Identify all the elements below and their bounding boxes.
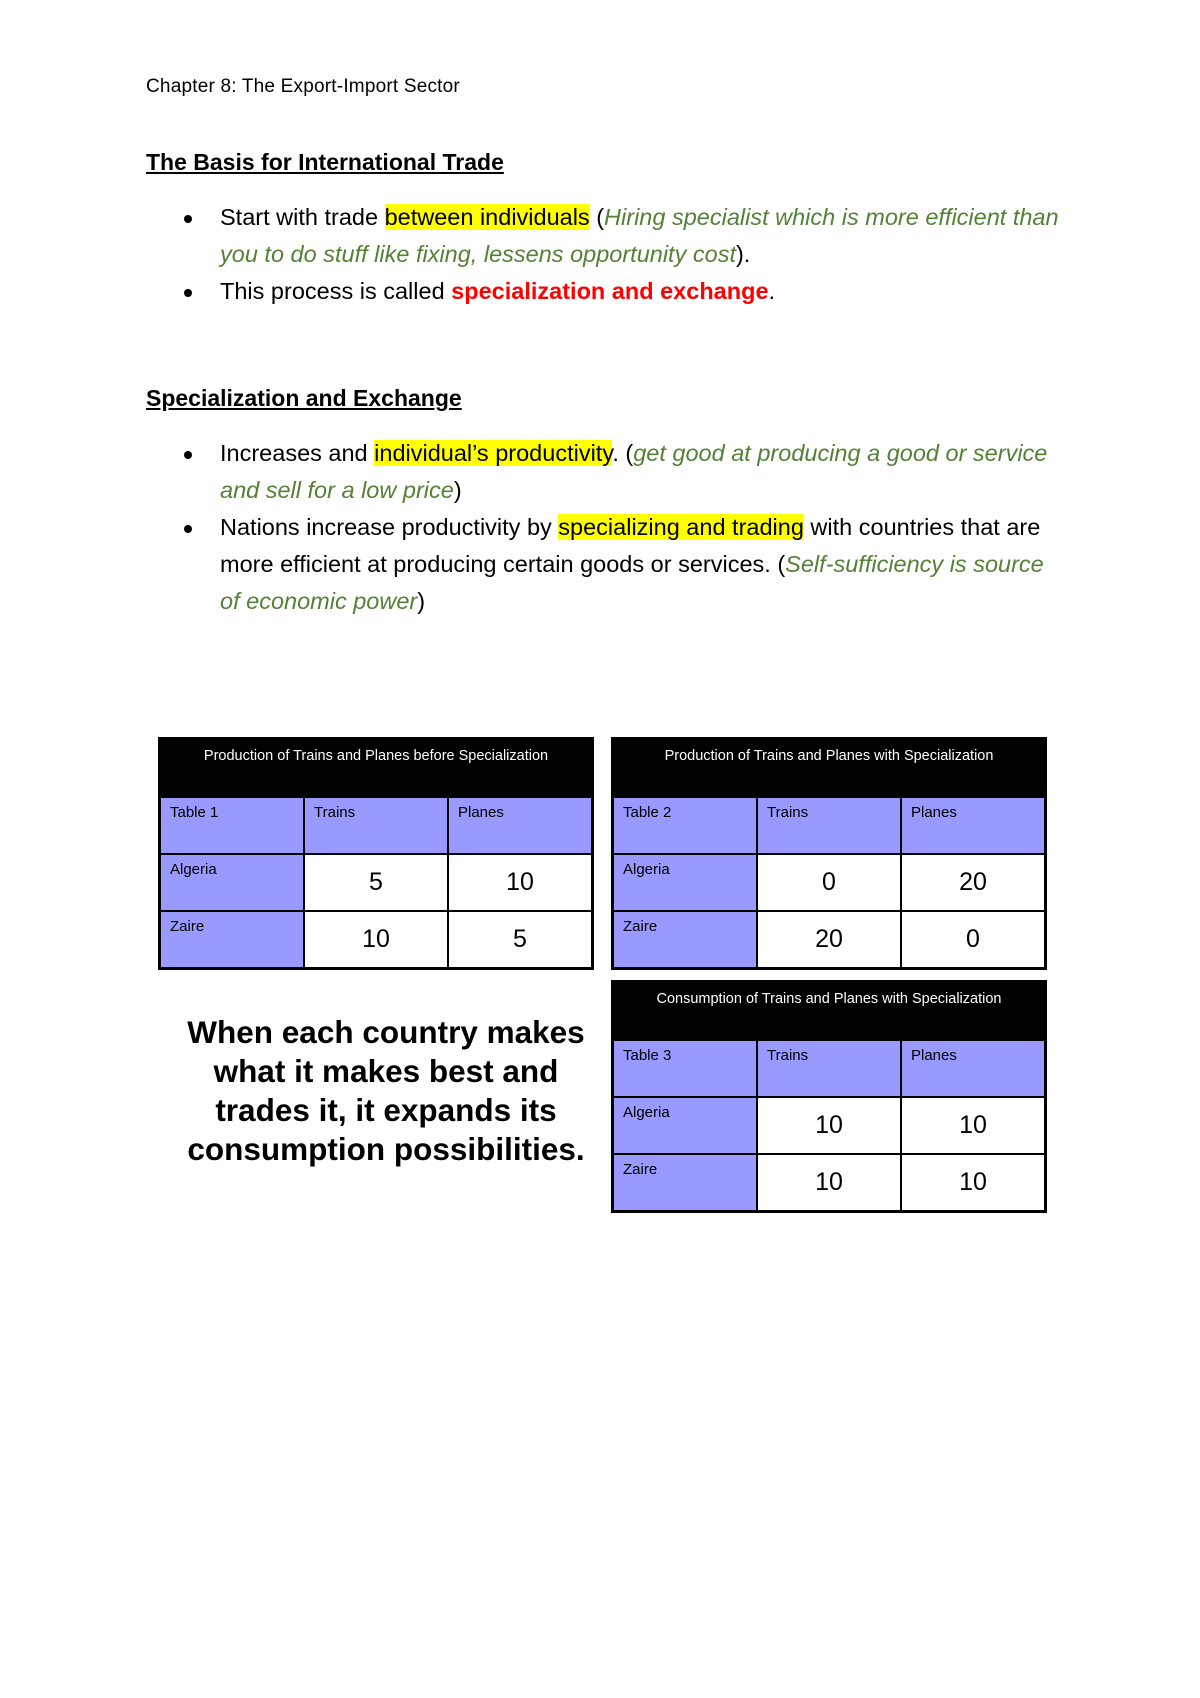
bullet-text: Start with trade (220, 204, 385, 230)
highlighted-text: specializing and trading (558, 514, 804, 540)
table-header-cell: Trains (304, 797, 448, 854)
annotation-note: get good at producing a good or service and sell for a low price (220, 440, 1048, 503)
table-title: Production of Trains and Planes before Specialization (203, 748, 549, 764)
emphasis-text: specialization and exchange (451, 278, 769, 304)
table-header-cell: Table 1 (160, 797, 304, 854)
bullet-item (146, 273, 1066, 310)
table-title: Consumption of Trains and Planes with Specialization (656, 991, 1002, 1007)
table-grid (160, 797, 592, 968)
bullet-text: . (768, 278, 776, 304)
row-label-cell: Zaire (613, 911, 757, 968)
bullet-item (146, 199, 1066, 273)
bullet-icon (184, 525, 192, 533)
value-cell: 0 (757, 854, 901, 911)
value-cell: 20 (901, 854, 1045, 911)
callout-text: When each country makes what it makes best and trades it, it expands its consumption possibilities. (187, 1014, 585, 1167)
bullet-icon (184, 289, 192, 297)
bullet-text: . ( (612, 440, 634, 466)
table-header-cell: Planes (901, 1040, 1045, 1097)
value-cell: 10 (901, 1154, 1045, 1211)
value-cell: 5 (448, 911, 592, 968)
value-cell: 10 (757, 1097, 901, 1154)
section-heading-basis: The Basis for International Trade (146, 149, 504, 175)
table-header-cell: Planes (901, 797, 1045, 854)
bullet-text: ) (453, 477, 462, 503)
bullet-list-specialization (146, 435, 1066, 620)
table-header-cell: Trains (757, 1040, 901, 1097)
annotation-note: Self-sufficiency is source of economic power (220, 551, 1044, 614)
row-label-cell: Algeria (160, 854, 304, 911)
bullet-text: Nations increase productivity by (220, 514, 559, 540)
bullet-list-basis (146, 199, 1066, 310)
table-header-cell: Trains (757, 797, 901, 854)
bullet-item (146, 509, 1066, 620)
table-header-cell: Planes (448, 797, 592, 854)
table-grid (613, 797, 1045, 968)
row-label-cell: Zaire (613, 1154, 757, 1211)
value-cell: 10 (304, 911, 448, 968)
page-header: Chapter 8: The Export-Import Sector (146, 76, 460, 97)
bullet-text: This process is called (220, 278, 452, 304)
bullet-text: ). (735, 241, 751, 267)
table-title: Production of Trains and Planes with Specialization (664, 748, 994, 764)
bullet-text: with countries that are more efficient at producing certain goods or services. ( (220, 514, 1041, 577)
row-label-cell: Zaire (160, 911, 304, 968)
bullet-text: Increases and (220, 440, 375, 466)
value-cell: 10 (448, 854, 592, 911)
table-production-with (611, 737, 1047, 970)
table-header-cell: Table 3 (613, 1040, 757, 1097)
bullet-item (146, 435, 1066, 509)
table-production-before (158, 737, 594, 970)
table-grid (613, 1040, 1045, 1211)
value-cell: 20 (757, 911, 901, 968)
value-cell: 5 (304, 854, 448, 911)
section-heading-specialization: Specialization and Exchange (146, 385, 462, 411)
value-cell: 0 (901, 911, 1045, 968)
value-cell: 10 (901, 1097, 1045, 1154)
highlighted-text: between individuals (384, 204, 590, 230)
bullet-icon (184, 451, 192, 459)
table-consumption-with (611, 980, 1047, 1213)
value-cell: 10 (757, 1154, 901, 1211)
highlighted-text: individual’s productivity (374, 440, 613, 466)
bullet-icon (184, 215, 192, 223)
row-label-cell: Algeria (613, 1097, 757, 1154)
bullet-text: ( (589, 204, 605, 230)
table-header-cell: Table 2 (613, 797, 757, 854)
annotation-note: Hiring specialist which is more efficient than you to do stuff like fixing, lessens opportunity cost (220, 204, 1059, 267)
row-label-cell: Algeria (613, 854, 757, 911)
bullet-text: ) (417, 588, 426, 614)
